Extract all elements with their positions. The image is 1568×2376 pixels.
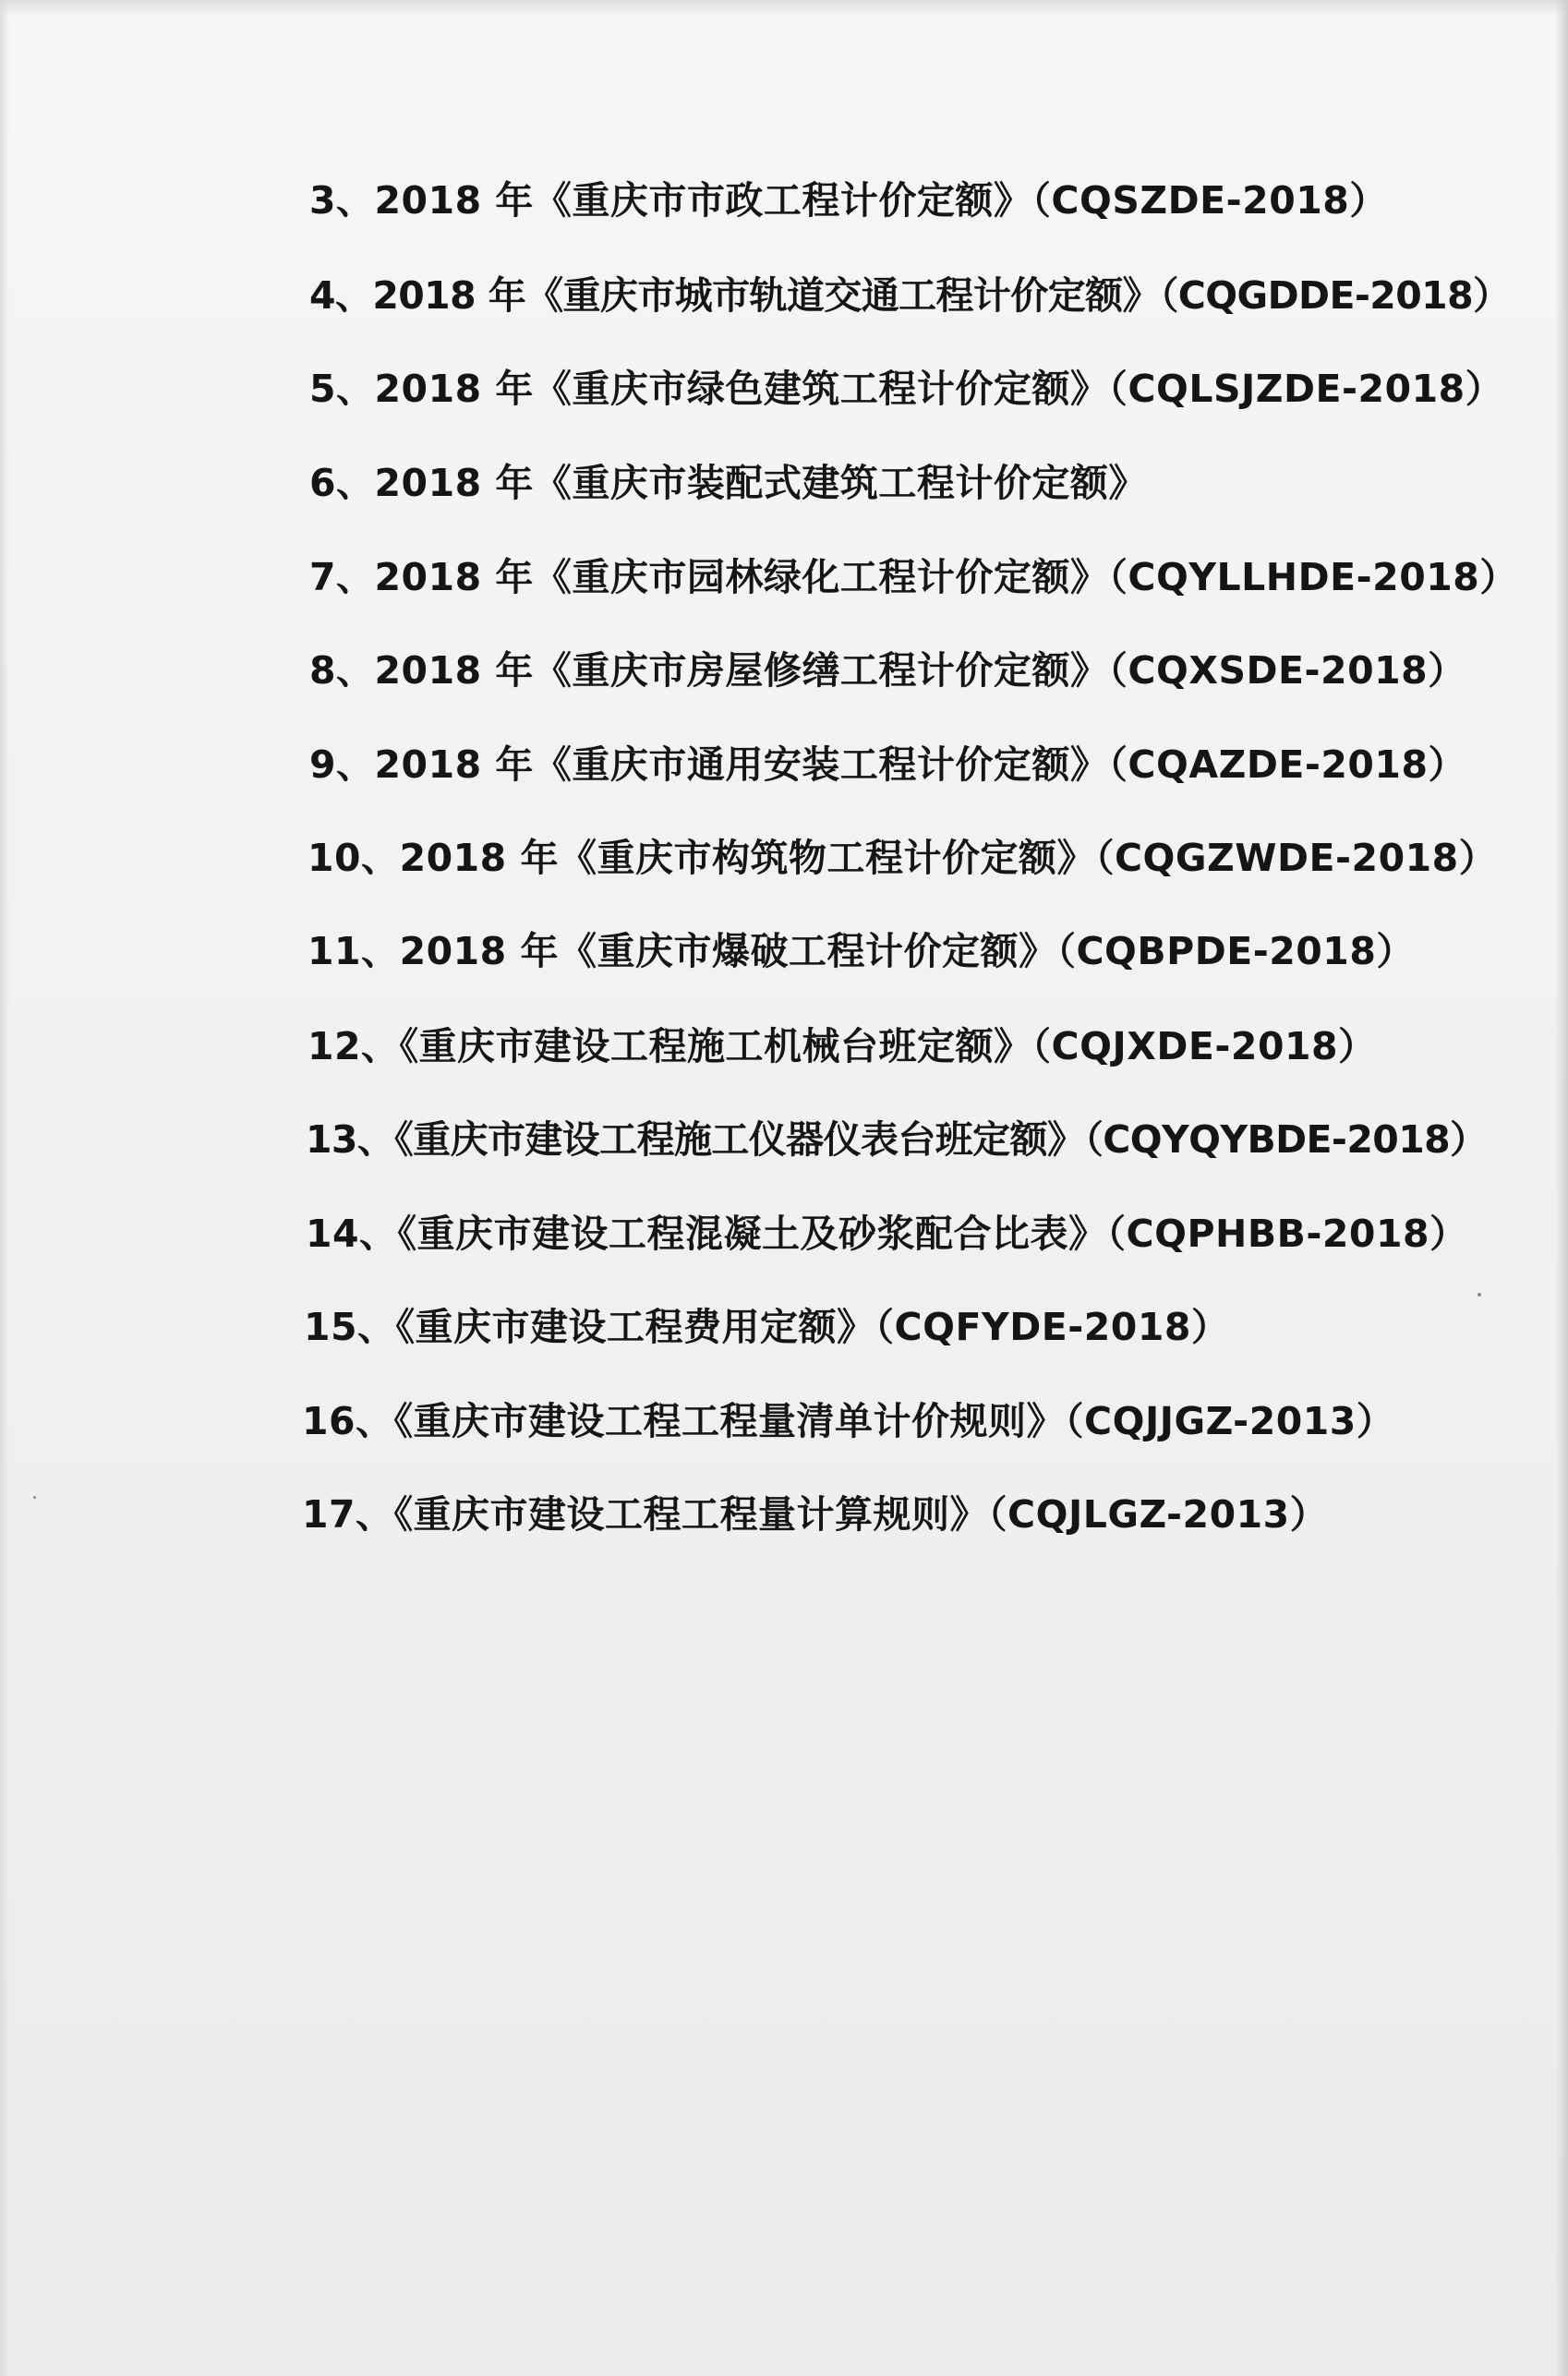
item-text: 《重庆市建设工程工程量清单计价规则》（CQJJGZ-2013） <box>393 1399 1395 1443</box>
item-text: 2018 年《重庆市装配式建筑工程计价定额》 <box>374 461 1147 505</box>
item-text: 2018 年《重庆市绿色建筑工程计价定额》（CQLSJZDE-2018） <box>374 367 1504 411</box>
list-item <box>309 366 1503 412</box>
item-number: 12、 <box>308 1024 400 1068</box>
item-text: 《重庆市建设工程费用定额》（CQFYDE-2018） <box>395 1305 1230 1349</box>
item-text: 《重庆市建设工程工程量计算规则》（CQJLGZ-2013） <box>393 1492 1329 1537</box>
list-item <box>306 1116 1487 1163</box>
list-item <box>309 647 1466 694</box>
item-text: 2018 年《重庆市园林绿化工程计价定额》（CQYLLHDE-2018） <box>374 555 1518 599</box>
item-number: 9、 <box>309 742 375 787</box>
item-number: 14、 <box>306 1212 398 1256</box>
item-number: 17、 <box>302 1492 394 1537</box>
item-number: 16、 <box>302 1399 394 1443</box>
list-item <box>309 177 1388 223</box>
item-number: 5、 <box>309 367 375 411</box>
item-number: 11、 <box>308 929 400 973</box>
list-item <box>309 272 1510 319</box>
item-number: 6、 <box>309 461 375 505</box>
list-item <box>308 1023 1377 1069</box>
list-item <box>302 1491 1328 1538</box>
item-text: 《重庆市建设工程施工仪器仪表台班定额》（CQYQYBDE-2018） <box>394 1117 1488 1162</box>
paper-speck <box>1478 1293 1481 1297</box>
paper-speck <box>33 1496 36 1499</box>
list-item <box>302 1398 1394 1444</box>
item-text: 《重庆市建设工程施工机械台班定额》（CQJXDE-2018） <box>399 1024 1377 1068</box>
list-item <box>309 742 1466 788</box>
list-item <box>308 835 1497 881</box>
item-text: 2018 年《重庆市房屋修缮工程计价定额》（CQXSDE-2018） <box>374 648 1466 693</box>
item-number: 8、 <box>309 648 375 693</box>
item-number: 7、 <box>309 555 375 599</box>
item-number: 4、 <box>309 273 373 318</box>
list-item <box>309 460 1147 506</box>
list-item <box>308 928 1415 974</box>
list-item <box>306 1211 1468 1257</box>
list-item <box>304 1304 1229 1350</box>
item-text: 2018 年《重庆市通用安装工程计价定额》（CQAZDE-2018） <box>374 742 1466 787</box>
item-text: 2018 年《重庆市城市轨道交通工程计价定额》（CQGDDE-2018） <box>372 273 1511 318</box>
item-number: 3、 <box>309 178 375 223</box>
item-number: 15、 <box>304 1305 396 1349</box>
item-text: 2018 年《重庆市市政工程计价定额》（CQSZDE-2018） <box>374 178 1388 223</box>
item-text: 《重庆市建设工程混凝土及砂浆配合比表》（CQPHBB-2018） <box>397 1212 1468 1256</box>
item-text: 2018 年《重庆市构筑物工程计价定额》（CQGZWDE-2018） <box>399 836 1498 880</box>
item-number: 10、 <box>308 836 400 880</box>
item-number: 13、 <box>306 1117 395 1162</box>
item-text: 2018 年《重庆市爆破工程计价定额》（CQBPDE-2018） <box>399 929 1415 973</box>
list-item <box>309 554 1518 600</box>
